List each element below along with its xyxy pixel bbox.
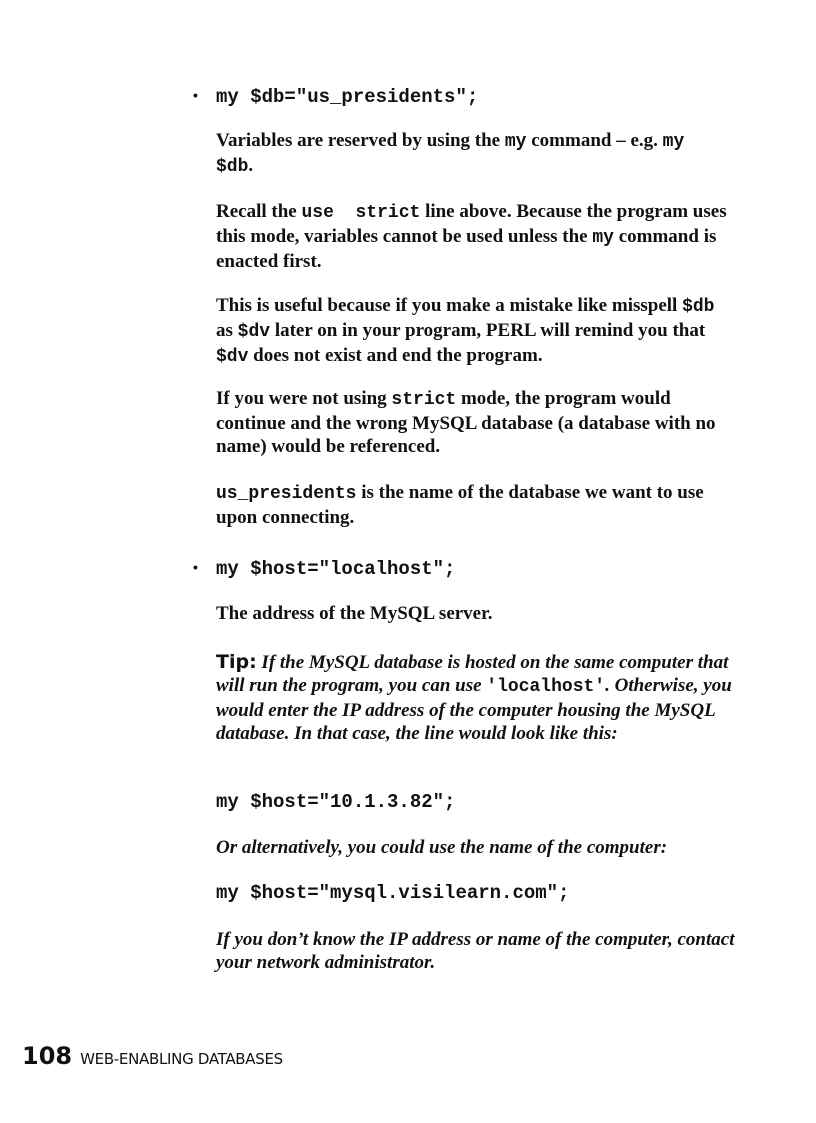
paragraph-misspell-example: This is useful because if you make a mistake like misspell $db as $dv later on in your program, PERL will remind you that $dv does not exist and end the program. bbox=[216, 295, 715, 367]
bullet-code-db: my $db="us_presidents"; bbox=[216, 86, 479, 108]
bullet-icon: • bbox=[193, 87, 198, 103]
tip-label: Tip: bbox=[216, 651, 257, 673]
code-example-hostname: my $host="mysql.visilearn.com"; bbox=[216, 882, 570, 904]
paragraph-variables-reserved: Variables are reserved by using the my command – e.g. my $db. bbox=[216, 130, 685, 177]
bullet-item-db bbox=[193, 84, 478, 108]
bullet-code-host: my $host="localhost"; bbox=[216, 558, 456, 580]
paragraph-contact-admin: If you don’t know the IP address or name of the computer, contact your network administrator. bbox=[216, 929, 735, 973]
paragraph-strict-mode: If you were not using strict mode, the program would continue and the wrong MySQL database (a database with no name) would be referenced. bbox=[216, 388, 716, 457]
tip-box: Tip: If the MySQL database is hosted on the same computer that will run the program, you can use 'localhost'. Otherwise, you would enter the IP address of the computer housing the MySQL database. In that case, the line would look like this: bbox=[216, 651, 732, 744]
page-number: 108 bbox=[22, 1042, 73, 1070]
paragraph-server-address: The address of the MySQL server. bbox=[216, 603, 493, 624]
paragraph-use-strict: Recall the use strict line above. Because the program uses this mode, variables cannot be used unless the my command is enacted first. bbox=[216, 201, 727, 272]
page-footer bbox=[22, 1042, 283, 1070]
paragraph-alternative: Or alternatively, you could use the name of the computer: bbox=[216, 837, 668, 858]
book-title: WEB-ENABLING DATABASES bbox=[80, 1050, 283, 1068]
bullet-icon: • bbox=[193, 559, 198, 575]
bullet-item-host bbox=[193, 556, 455, 580]
paragraph-database-name: us_presidents is the name of the database we want to use upon connecting. bbox=[216, 482, 704, 528]
code-example-ip: my $host="10.1.3.82"; bbox=[216, 791, 456, 813]
